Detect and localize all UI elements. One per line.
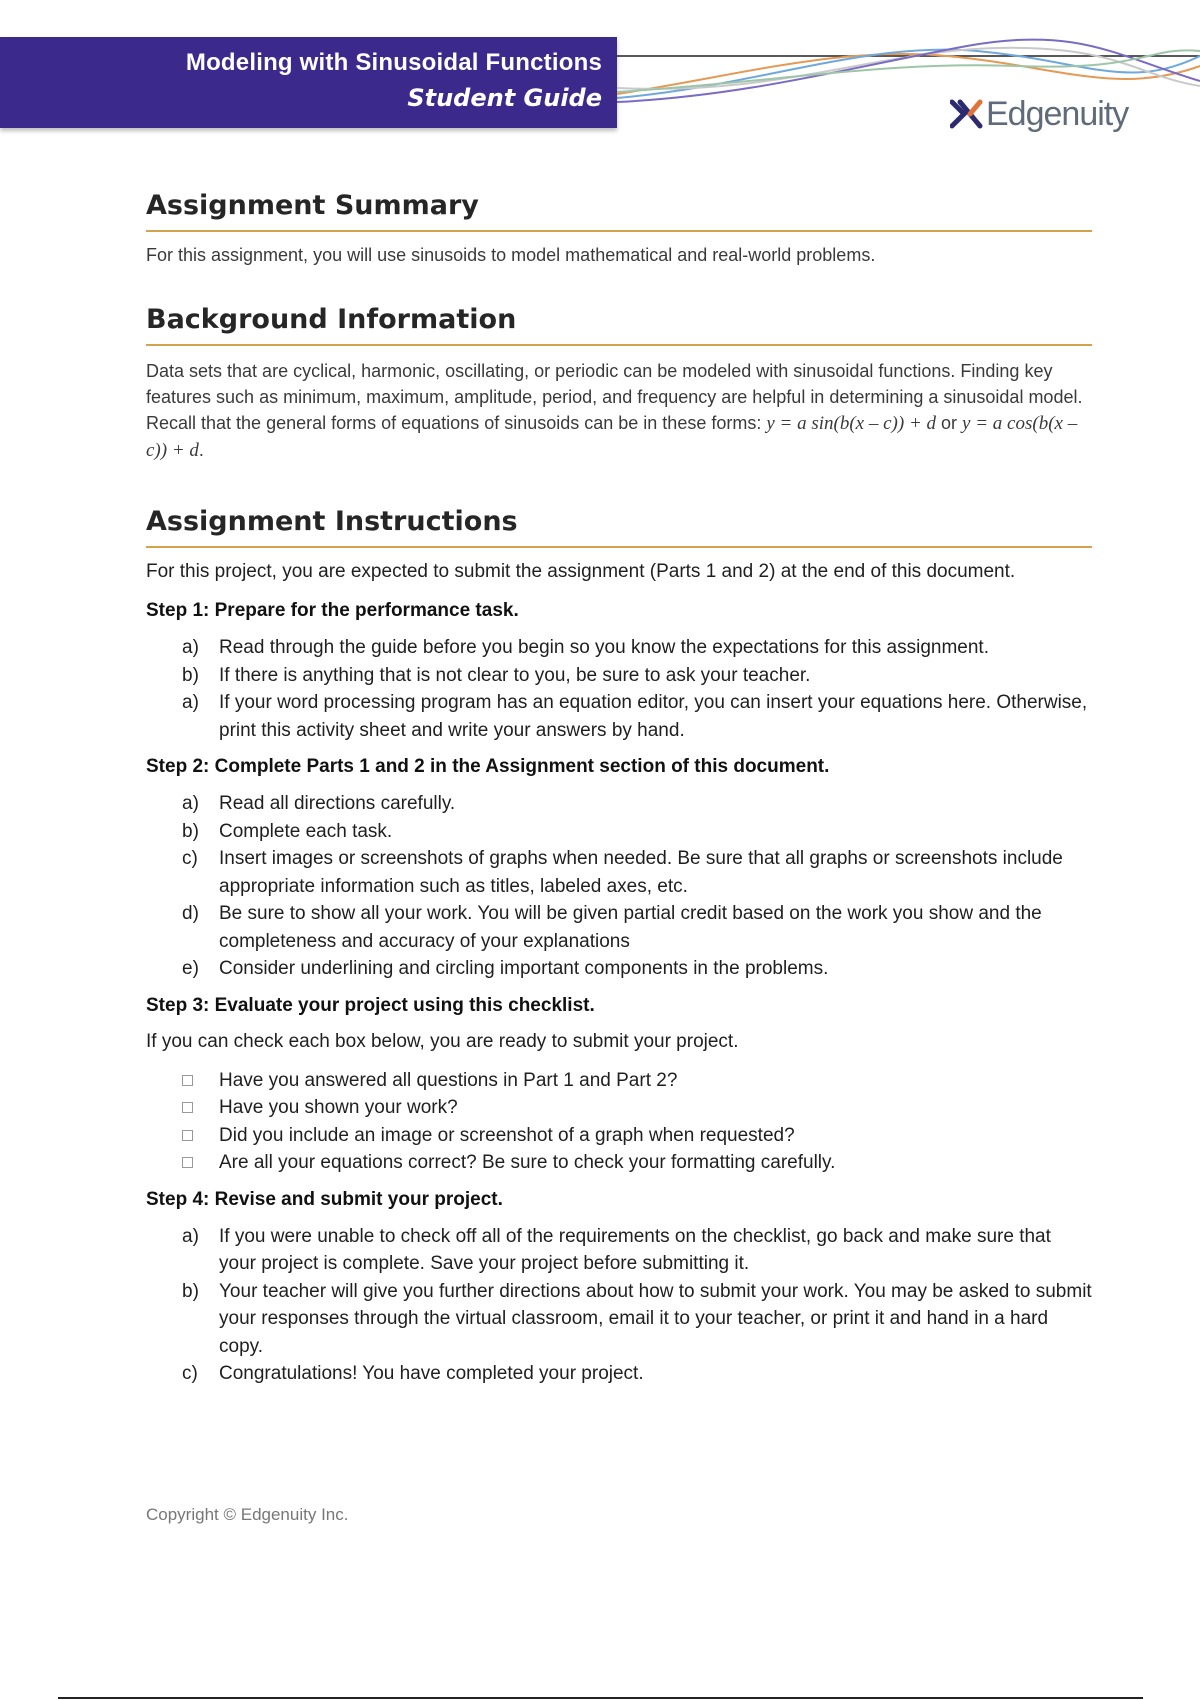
checklist-marker xyxy=(182,1122,219,1150)
logo-text: Edgenuity xyxy=(986,94,1129,133)
list-marker: e) xyxy=(182,958,199,979)
list-item-text: If your word processing program has an equation editor, you can insert your equations here. Otherwise, print this activity sheet and write your answers by hand. xyxy=(219,692,1088,741)
background-text xyxy=(146,358,1092,464)
list-marker: b) xyxy=(182,1280,199,1302)
instructions-section xyxy=(146,506,1092,1388)
list-item-text: Consider underlining and circling important components in the problems. xyxy=(219,958,829,979)
list-marker: a) xyxy=(182,692,199,713)
document-subtitle: Student Guide xyxy=(407,84,602,112)
step3-intro: If you can check each box below, you are ready to submit your project. xyxy=(146,1030,739,1052)
checklist-item-text: Have you shown your work? xyxy=(219,1097,458,1118)
step1-heading: Step 1: Prepare for the performance task. xyxy=(146,600,519,621)
checklist-item xyxy=(182,1067,1092,1095)
edgenuity-x-logo-icon xyxy=(950,98,984,130)
list-item-text: Read all directions carefully. xyxy=(219,793,456,814)
section-heading: Assignment Summary xyxy=(146,190,1092,232)
list-item xyxy=(182,900,1092,955)
list-item-text: Insert images or screenshots of graphs when needed. Be sure that all graphs or screenshots include appropriate information such as titles, labeled axes, etc. xyxy=(219,848,1063,897)
list-marker: a) xyxy=(182,637,199,658)
section-heading: Assignment Instructions xyxy=(146,506,1092,548)
summary-text: For this assignment, you will use sinusoids to model mathematical and real-world problems. xyxy=(146,245,876,265)
background-text-or: or xyxy=(936,413,963,433)
edgenuity-logo xyxy=(950,92,1128,136)
header-banner xyxy=(0,37,617,128)
step1-list xyxy=(146,634,1092,744)
list-item-text: If there is anything that is not clear to you, be sure to ask your teacher. xyxy=(219,664,811,686)
assignment-summary-section xyxy=(146,190,1092,268)
instructions-intro: For this project, you are expected to submit the assignment (Parts 1 and 2) at the end of this document. xyxy=(146,561,1016,582)
list-item-text: Your teacher will give you further directions about how to submit your work. You may be asked to submit your responses through the virtual classroom, email it to your teacher, or print it and hand in a hard copy. xyxy=(219,1280,1092,1357)
checklist-item-text: Have you answered all questions in Part 1 and Part 2? xyxy=(219,1069,678,1091)
document-title: Modeling with Sinusoidal Functions xyxy=(185,49,602,76)
checklist-item-text: Did you include an image or screenshot of a graph when requested? xyxy=(219,1124,795,1146)
checklist-item xyxy=(182,1149,1092,1177)
step2-heading: Step 2: Complete Parts 1 and 2 in the Assignment section of this document. xyxy=(146,756,830,777)
background-section xyxy=(146,304,1092,464)
checkbox[interactable] xyxy=(182,1130,193,1141)
checkbox[interactable] xyxy=(182,1075,193,1086)
checklist-marker xyxy=(182,1067,219,1095)
checklist-marker xyxy=(182,1149,219,1177)
list-item xyxy=(182,689,1092,744)
step4-list xyxy=(146,1223,1092,1388)
list-item xyxy=(182,818,1092,846)
list-item-text: Read through the guide before you begin so you know the expectations for this assignment. xyxy=(219,637,989,658)
list-item xyxy=(182,1360,1092,1388)
page-bottom-rule xyxy=(58,1697,1143,1699)
step4-heading: Step 4: Revise and submit your project. xyxy=(146,1188,503,1210)
list-marker: c) xyxy=(182,848,198,869)
list-item-text: Be sure to show all your work. You will be given partial credit based on the work you show and the completeness and accuracy of your explanations xyxy=(219,903,1042,952)
section-heading: Background Information xyxy=(146,304,1092,346)
copyright-text: Copyright © Edgenuity Inc. xyxy=(146,1505,349,1524)
list-marker: c) xyxy=(182,1363,198,1384)
background-text-end: . xyxy=(198,440,204,460)
list-marker: b) xyxy=(182,664,199,686)
checkbox[interactable] xyxy=(182,1102,193,1113)
list-item xyxy=(182,790,1092,818)
list-marker: a) xyxy=(182,793,199,814)
list-item xyxy=(182,955,1092,983)
list-item-text: If you were unable to check off all of the requirements on the checklist, go back and make sure that your project is complete. Save your project before submitting it. xyxy=(219,1225,1051,1274)
list-marker: b) xyxy=(182,820,199,842)
checkbox[interactable] xyxy=(182,1157,193,1168)
list-item-text: Congratulations! You have completed your project. xyxy=(219,1363,644,1384)
list-item xyxy=(182,1223,1092,1278)
list-marker: d) xyxy=(182,903,199,924)
step2-list xyxy=(146,790,1092,983)
step3-heading: Step 3: Evaluate your project using this checklist. xyxy=(146,994,595,1016)
list-item xyxy=(182,662,1092,690)
equation-sine: y = a sin(b(x – c)) + d xyxy=(766,413,937,434)
equation-cosine: y = a cos(b(x – c)) + d xyxy=(146,413,1078,461)
list-item xyxy=(182,845,1092,900)
list-item xyxy=(182,1278,1092,1361)
list-item-text: Complete each task. xyxy=(219,820,393,842)
list-item xyxy=(182,634,1092,662)
checklist-item xyxy=(182,1122,1092,1150)
checklist-marker xyxy=(182,1094,219,1122)
checklist xyxy=(146,1067,1092,1177)
checklist-item xyxy=(182,1094,1092,1122)
list-marker: a) xyxy=(182,1225,199,1247)
document-content xyxy=(146,190,1092,1388)
checklist-item-text: Are all your equations correct? Be sure to check your formatting carefully. xyxy=(219,1152,836,1173)
background-text-body: Data sets that are cyclical, harmonic, oscillating, or periodic can be modeled with sinusoidal functions. Finding key features such as minimum, maximum, amplitude, period, and frequency are helpful in determining a sinusoidal model. Recall that the general forms of equations of sinusoids can be in these forms: xyxy=(146,361,1083,433)
